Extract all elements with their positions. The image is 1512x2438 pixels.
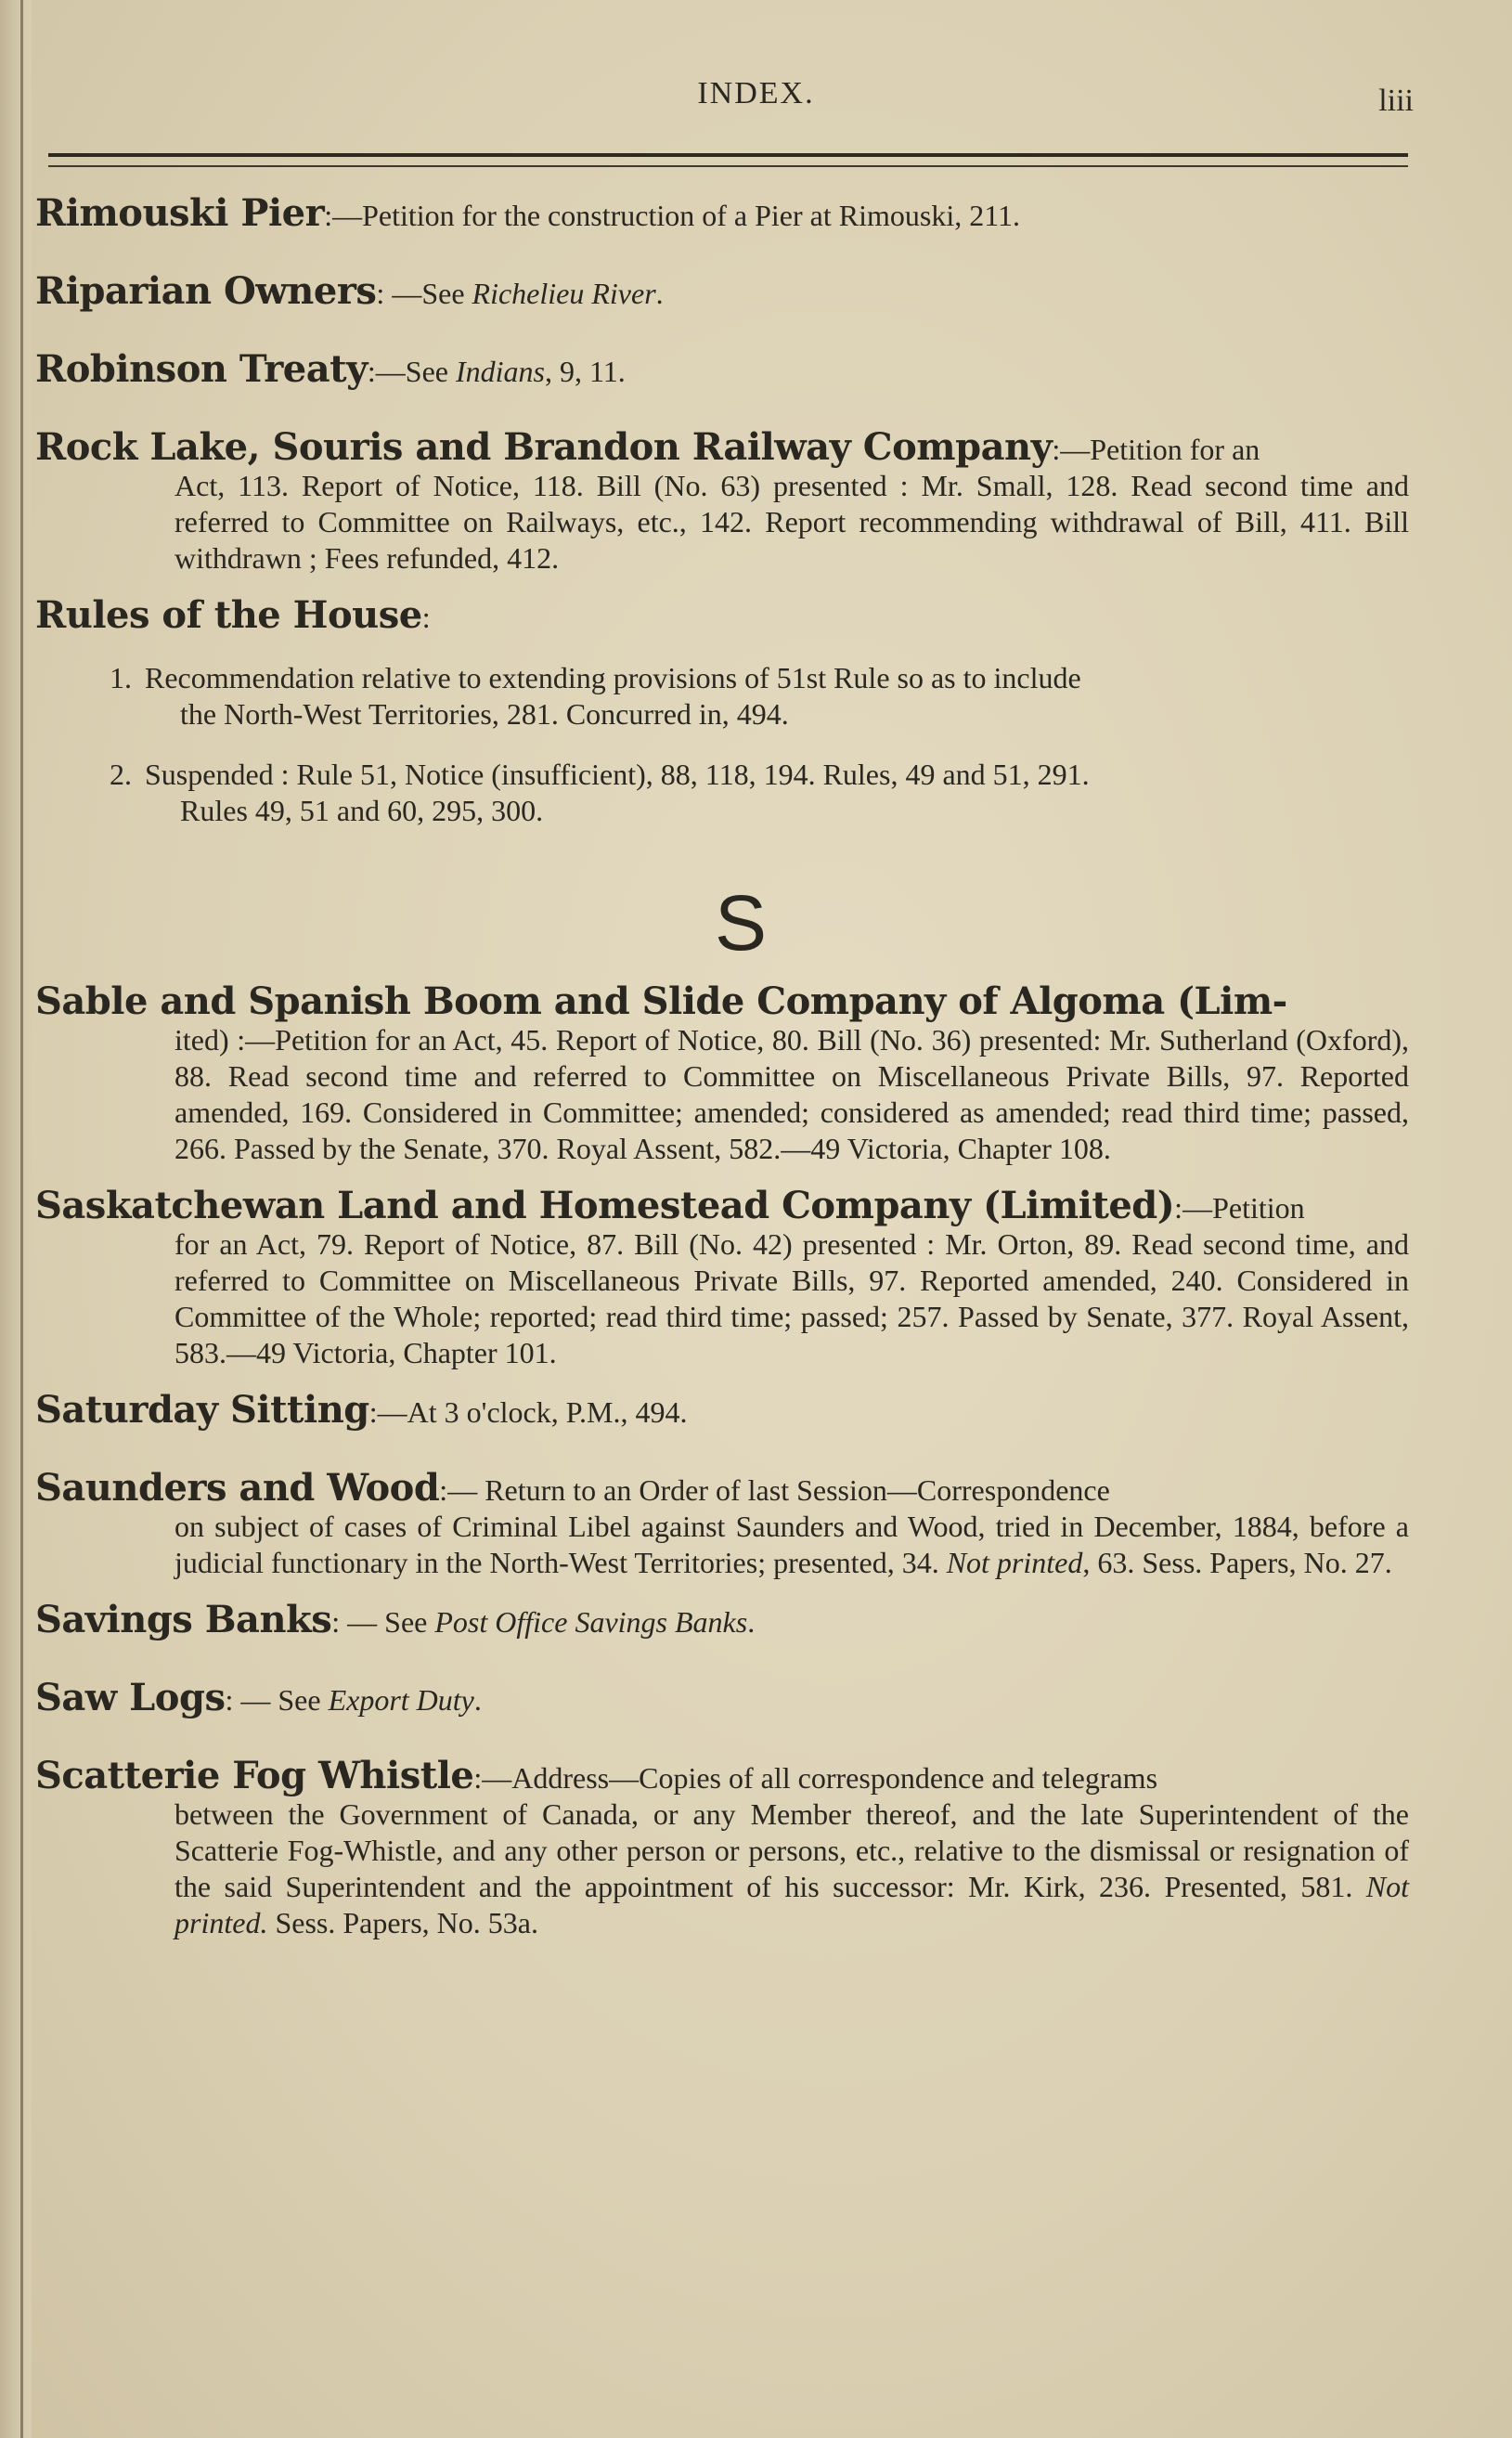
entry-heading: Saw Logs [35, 1676, 226, 1719]
entry-text: :—See [367, 355, 456, 388]
entry-text: :— Return to an Order of last Session—Correspondence [439, 1473, 1110, 1507]
page-number: liii [1378, 84, 1414, 118]
index-entry-rock-lake-railway [35, 425, 1409, 577]
continuation-text: between the Government of Canada, or any Member thereof, and the late Superintendent of the Scatterie Fog-Whistle, and any other person or persons, etc., relative to the dismissal or resignation of the said Superintendent and the appointment of his successor: Mr. Kirk, 236. Presented, 581. [174, 1797, 1409, 1903]
entry-text: : — See [331, 1605, 435, 1639]
not-printed-note: Not printed. [174, 1870, 1409, 1939]
entry-text: : —See [376, 277, 472, 310]
entry-text-after: . [655, 277, 664, 310]
continuation-text: on subject of cases of Criminal Libel against Saunders and Wood, tried in December, 1884, before a judicial functionary in the North-West Territories; presented, 34. [174, 1510, 1409, 1579]
entry-heading: Rules of the House [35, 593, 422, 637]
subentry-continuation: Rules 49, 51 and 60, 295, 300. [180, 794, 544, 827]
not-printed-note: Not printed [946, 1546, 1083, 1579]
entry-continuation [35, 1796, 1409, 1941]
entry-text-after: . [473, 1683, 482, 1717]
index-entry-saturday-sitting [35, 1388, 1409, 1432]
entry-heading: Saskatchewan Land and Homestead Company (Limited) [35, 1184, 1175, 1227]
entry-heading: Rimouski Pier [35, 191, 325, 235]
index-entry-scatterie-fog-whistle [35, 1754, 1409, 1941]
entry-heading: Saunders and Wood [35, 1466, 440, 1510]
index-entry-rimouski-pier [35, 191, 1409, 235]
entry-heading: Scatterie Fog Whistle [35, 1754, 474, 1797]
index-entry-saw-logs [35, 1676, 1409, 1719]
entry-heading: Saturday Sitting [35, 1388, 369, 1432]
entry-heading: Robinson Treaty [35, 347, 368, 391]
entry-text: :—At 3 o'clock, P.M., 494. [368, 1395, 688, 1429]
index-entry-rules-of-the-house [35, 593, 1409, 637]
entry-continuation [35, 1509, 1409, 1581]
subentry-text: Suspended : Rule 51, Notice (insufficient), 88, 118, 194. Rules, 49 and 51, 291. [145, 758, 1090, 791]
rules-subentry-2 [35, 757, 1409, 829]
header-rule-thin [48, 165, 1408, 167]
index-entry-riparian-owners [35, 269, 1409, 313]
entry-text: :—Address—Copies of all correspondence and telegrams [473, 1761, 1158, 1795]
header-rule-thick [48, 153, 1408, 157]
entry-crossref: Richelieu River [472, 277, 656, 310]
index-entry-saunders-and-wood [35, 1466, 1409, 1581]
subentry-number: 2. [110, 758, 132, 791]
entry-heading: Rock Lake, Souris and Brandon Railway Company [35, 425, 1053, 469]
index-content [35, 191, 1409, 1962]
entry-crossref: Post Office Savings Banks [434, 1605, 748, 1639]
entry-text: : [421, 601, 431, 634]
subentry-number: 1. [110, 661, 132, 694]
index-entry-robinson-treaty [35, 347, 1409, 391]
page-title: INDEX. [697, 76, 815, 110]
entry-text: :—Petition for the construction of a Pier at Rimouski, 211. [324, 199, 1021, 232]
entry-crossref: Export Duty [328, 1683, 474, 1717]
subentry-continuation: the North-West Territories, 281. Concurred in, 494. [180, 697, 789, 731]
index-entry-sable-spanish-boom [35, 979, 1409, 1167]
entry-text-after: , 9, 11. [544, 355, 626, 388]
entry-heading: Sable and Spanish Boom and Slide Company of Algoma (Lim- [35, 979, 1287, 1023]
continuation-after: , 63. Sess. Papers, No. 27. [1082, 1546, 1392, 1579]
entry-heading: Riparian Owners [35, 269, 377, 313]
entry-text: :—Petition for an [1052, 433, 1260, 466]
continuation-after: Sess. Papers, No. 53a. [267, 1906, 538, 1939]
entry-crossref: Indians [455, 355, 545, 388]
section-letter: S [714, 879, 768, 966]
entry-text: : — See [225, 1683, 329, 1717]
index-entry-saskatchewan-land [35, 1184, 1409, 1371]
rules-subentry-1 [35, 660, 1409, 733]
entry-text: :—Petition [1174, 1191, 1305, 1225]
entry-continuation: ited) :—Petition for an Act, 45. Report of Notice, 80. Bill (No. 36) presented: Mr. Sutherland (Oxford), 88. Read second time and referred to Committee on Miscellaneous Private Bills, 97. Reported amended, 169. Considered in Committee; amended; considered as amended; read third time; passed, 266. Passed by the Senate, 370. Royal Assent, 582.—49 Victoria, Chapter 108. [174, 1023, 1409, 1165]
binding-edge [0, 0, 32, 2438]
subentry-text: Recommendation relative to extending provisions of 51st Rule so as to include [145, 661, 1081, 694]
entry-heading: Savings Banks [35, 1598, 332, 1641]
index-entry-savings-banks [35, 1598, 1409, 1641]
binding-line [20, 0, 23, 2438]
entry-text-after: . [747, 1605, 756, 1639]
entry-continuation: Act, 113. Report of Notice, 118. Bill (No. 63) presented : Mr. Small, 128. Read second time and referred to Committee on Railways, etc., 142. Report recommending withdrawal of Bill, 411. Bill withdrawn ; Fees refunded, 412. [174, 469, 1409, 575]
entry-continuation: for an Act, 79. Report of Notice, 87. Bill (No. 42) presented : Mr. Orton, 89. Read second time, and referred to Committee on Miscellaneous Private Bills, 97. Reported amended, 240. Considered in Committee of the Whole; reported; read third time; passed; 257. Passed by Senate, 377. Royal Assent, 583.—49 Victoria, Chapter 101. [174, 1227, 1409, 1369]
